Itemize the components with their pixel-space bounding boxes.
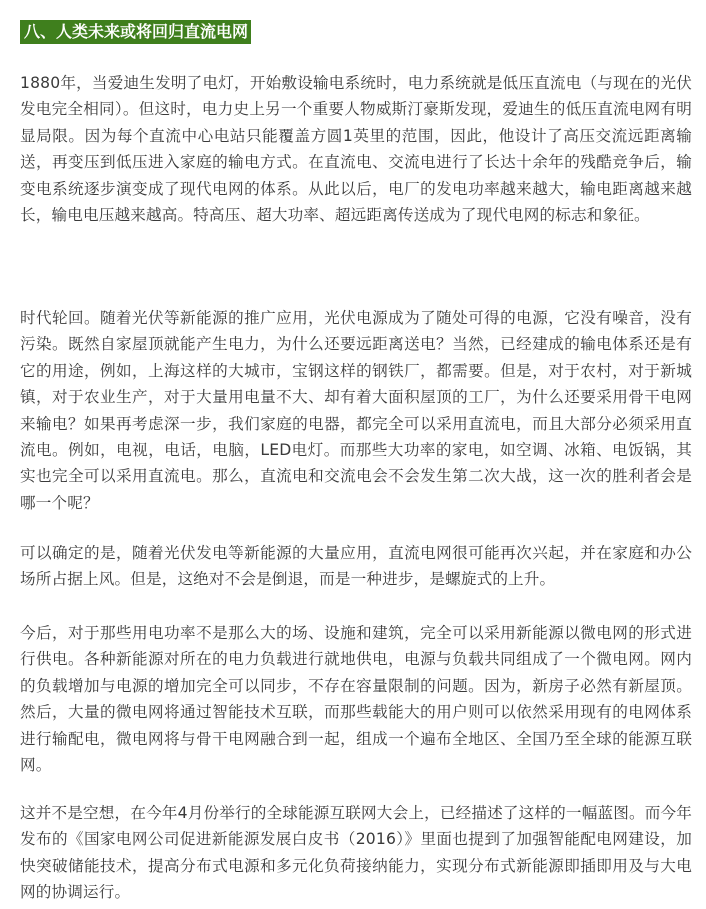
paragraph-history: 1880年，当爱迪生发明了电灯，开始敷设输电系统时，电力系统就是低压直流电（与现在的光伏发电完全相同）。但这时，电力史上另一个重要人物威斯汀豪斯发现，爱迪生的低压直流电网有明显局限。因为每个直流中心电站只能覆盖方圆1英里的范围，因此，他设计了高压交流远距离输送，再变压到低压进入家庭的输电方式。在直流电、交流电进行了长达十余年的残酷竞争后，输变电系统逐步演变成了现代电网的体系。从此以后，电厂的发电功率越来越大，输电距离越来越长，输电电压越来越高。特高压、超大功率、超远距离传送成为了现代电网的标志和象征。 xyxy=(20,74,692,225)
paragraph-dc-revival: 可以确定的是，随着光伏发电等新能源的大量应用，直流电网很可能再次兴起，并在家庭和办公场所占据上风。但是，这绝对不会是倒退，而是一种进步，是螺旋式的上升。 xyxy=(20,544,692,589)
section-heading: 八、人类未来或将回归直流电网 xyxy=(20,20,251,44)
paragraph-microgrid: 今后，对于那些用电功率不是那么大的场、设施和建筑，完全可以采用新能源以微电网的形式进行供电。各种新能源对所在的电力负载进行就地供电，电源与负载共同组成了一个微电网。网内的负载增加与电源的增加完全可以同步，不存在容量限制的问题。因为，新房子必然有新屋顶。然后，大量的微电网将通过智能技术互联，而那些载能大的用户则可以依然采用现有的电网体系进行输配电，微电网将与骨干电网融合到一起，组成一个遍布全地区、全国乃至全球的能源互联网。 xyxy=(20,624,692,775)
paragraph-solar-era: 时代轮回。随着光伏等新能源的推广应用，光伏电源成为了随处可得的电源，它没有噪音，没有污染。既然自家屋顶就能产生电力，为什么还要远距离送电？当然，已经建成的输电体系还是有它的用途，例如，上海这样的大城市，宝钢这样的钢铁厂，都需要。但是，对于农村，对于新城镇，对于农业生产，对于大量用电量不大、却有着大面积屋顶的工厂，为什么还要采用骨干电网来输电？如果再考虑深一步，我们家庭的电器，都完全可以采用直流电，而且大部分必须采用直流电。例如，电视，电话，电脑，LED电灯。而那些大功率的家电，如空调、冰箱、电饭锅，其实也完全可以采用直流电。那么，直流电和交流电会不会发生第二次大战，这一次的胜利者会是哪一个呢？ xyxy=(20,309,692,512)
paragraph-blueprint: 这并不是空想，在今年4月份举行的全球能源互联网大会上，已经描述了这样的一幅蓝图。而今年发布的《国家电网公司促进新能源发展白皮书（2016）》里面也提到了加强智能配电网建设，加快突破储能技术，提高分布式电源和多元化负荷接纳能力，实现分布式新能源即插即用及与大电网的协调运行。 xyxy=(20,804,692,902)
